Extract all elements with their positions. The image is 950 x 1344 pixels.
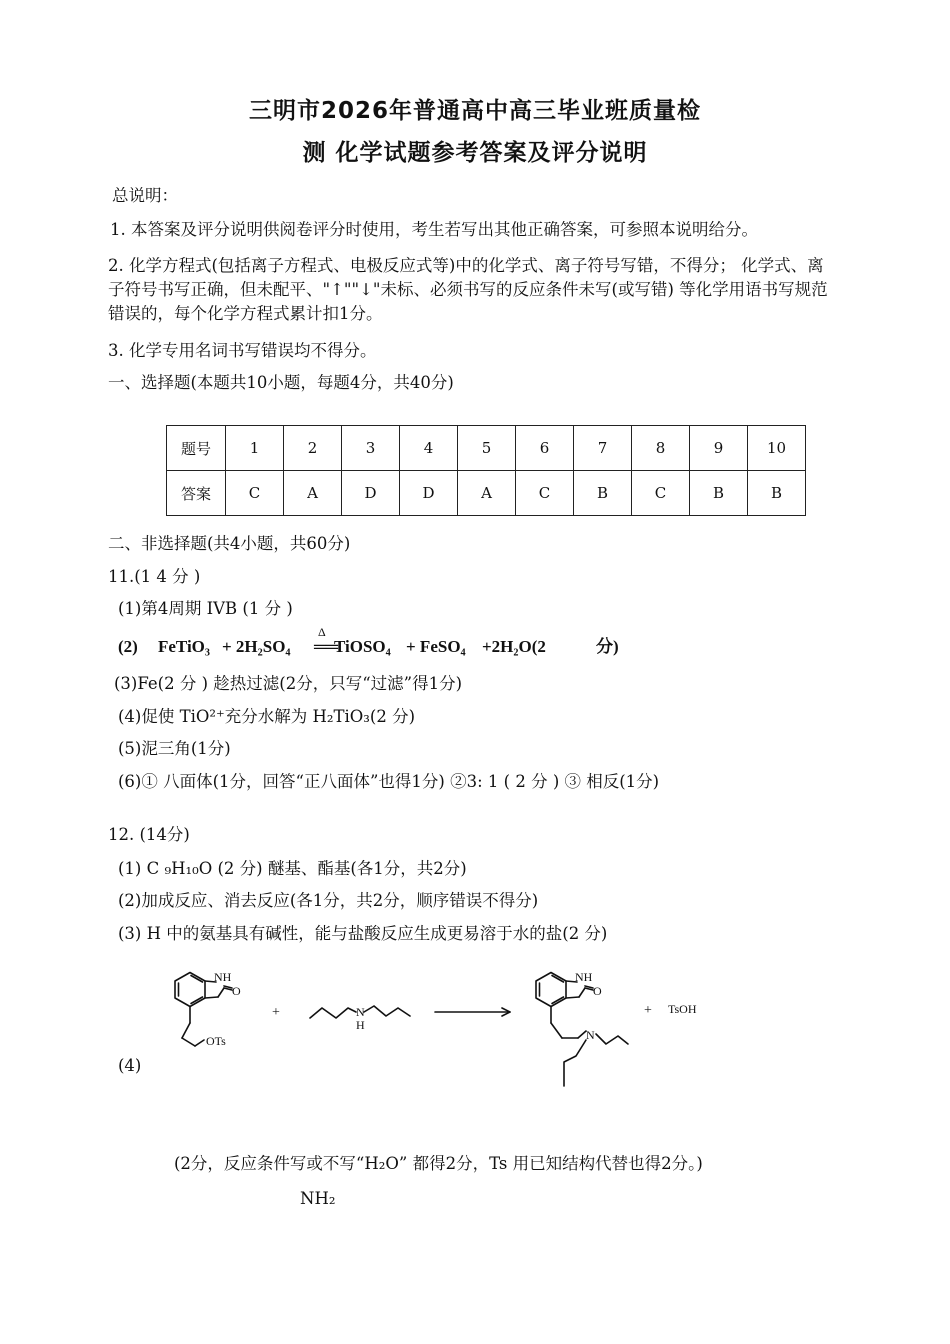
question-number: 10 [748,426,806,471]
product-3: +2H₂O(2 [482,637,546,656]
answer-row [167,471,806,516]
q11-part-5: (5)泥三角(1分) [118,739,231,758]
n-label-right: N [586,1028,595,1042]
reactant-2: + 2H₂SO₄ [222,637,291,656]
q12-part-3: (3) H 中的氨基具有碱性，能与盐酸反应生成更易溶于水的盐(2 分) [118,924,608,943]
q11-part-3: (3)Fe(2 分 ) 趁热过滤(2分，只写“过滤”得1分) [114,674,463,693]
nh2-label: NH₂ [300,1189,336,1208]
question-number: 4 [400,426,458,471]
section-2-heading: 二、非选择题(共4小题，共60分) [108,534,351,553]
ots-label: OTs [206,1034,226,1048]
question-number-row [167,426,806,471]
general-rule-3: 3. 化学专用名词书写错误均不得分。 [108,341,377,360]
question-number: 5 [458,426,516,471]
q11-part-4: (4)促使 TiO²⁺充分水解为 H₂TiO₃(2 分) [118,707,416,726]
o-label-left: O [232,984,241,998]
question-number: 1 [226,426,284,471]
answer-cell: D [342,471,400,516]
amine-n-label: N [356,1005,365,1019]
score: 分) [596,637,619,656]
general-heading: 总说明： [112,186,178,205]
product-1: TiOSO₄ [334,637,391,656]
row-label-answer: 答案 [167,471,226,516]
q11-part-1: (1)第4周期 IVB (1 分 ) [118,599,293,618]
nh-label-left: NH [214,970,232,984]
answer-cell: C [632,471,690,516]
question-number: 7 [574,426,632,471]
answer-cell: C [516,471,574,516]
q12-part-4-note: (2分，反应条件写或不写“H₂O” 都得2分，Ts 用已知结构代替也得2分。) [174,1154,703,1173]
reactant-1: FeTiO₃ [158,637,211,656]
byproduct-label: TsOH [668,1002,697,1016]
q11-part-2-equation [118,625,619,657]
q12-part-2: (2)加成反应、消去反应(各1分，共2分，顺序错误不得分) [118,891,539,910]
answer-cell: C [226,471,284,516]
page-title-line-2: 测 化学试题参考答案及评分说明 [302,140,648,166]
plus-sign-1: + [272,1005,280,1020]
q12-part-1: (1) C ₉H₁₀O (2 分) 醚基、酯基(各1分，共2分) [118,859,467,878]
equals-sign: ══ [314,637,339,656]
amine-h-label: H [356,1018,365,1032]
answer-cell: A [284,471,342,516]
general-rule-1: 1. 本答案及评分说明供阅卷评分时使用，考生若写出其他正确答案，可参照本说明给分。 [110,220,758,239]
question-number: 8 [632,426,690,471]
question-number: 6 [516,426,574,471]
q11-part-6: (6)① 八面体(1分，回答“正八面体”也得1分) ②3: 1 ( 2 分 ) ③ 相反(1分) [118,772,660,791]
part-number: (2) [118,637,138,656]
product-2: + FeSO₄ [406,637,466,656]
reaction-arrow [314,625,339,657]
section-1-heading: 一、选择题(本题共10小题，每题4分，共40分) [108,373,454,392]
general-rule-2: 2. 化学方程式(包括离子方程式、电极反应式等)中的化学式、离子符号写错，不得分； 化学式、离子符号书写正确，但未配平、"↑""↓"未标、必须书写的反应条件未写(或写错) 等化学用语书写规范错误的，每个化学方程式累计扣1分。 [108,256,828,323]
question-number: 3 [342,426,400,471]
product-structure [536,973,628,1087]
answer-table [166,425,806,516]
answer-cell: A [458,471,516,516]
question-number: 9 [690,426,748,471]
q11-label: 11.(1 4 分 ) [108,567,201,586]
answer-cell: B [690,471,748,516]
answer-cell: D [400,471,458,516]
row-label-question: 题号 [167,426,226,471]
nh-label-right: NH [575,970,593,984]
page-title-line-1: 三明市2026年普通高中高三毕业班质量检 [248,98,701,124]
q12-label: 12. (14分) [108,825,190,844]
o-label-right: O [593,984,602,998]
heat-condition: Δ [318,625,326,639]
answer-cell: B [574,471,632,516]
q12-part-4-label: (4) [118,1056,142,1075]
reaction-scheme [150,968,730,1098]
question-number: 2 [284,426,342,471]
answer-cell: B [748,471,806,516]
plus-sign-2: + [644,1003,652,1018]
